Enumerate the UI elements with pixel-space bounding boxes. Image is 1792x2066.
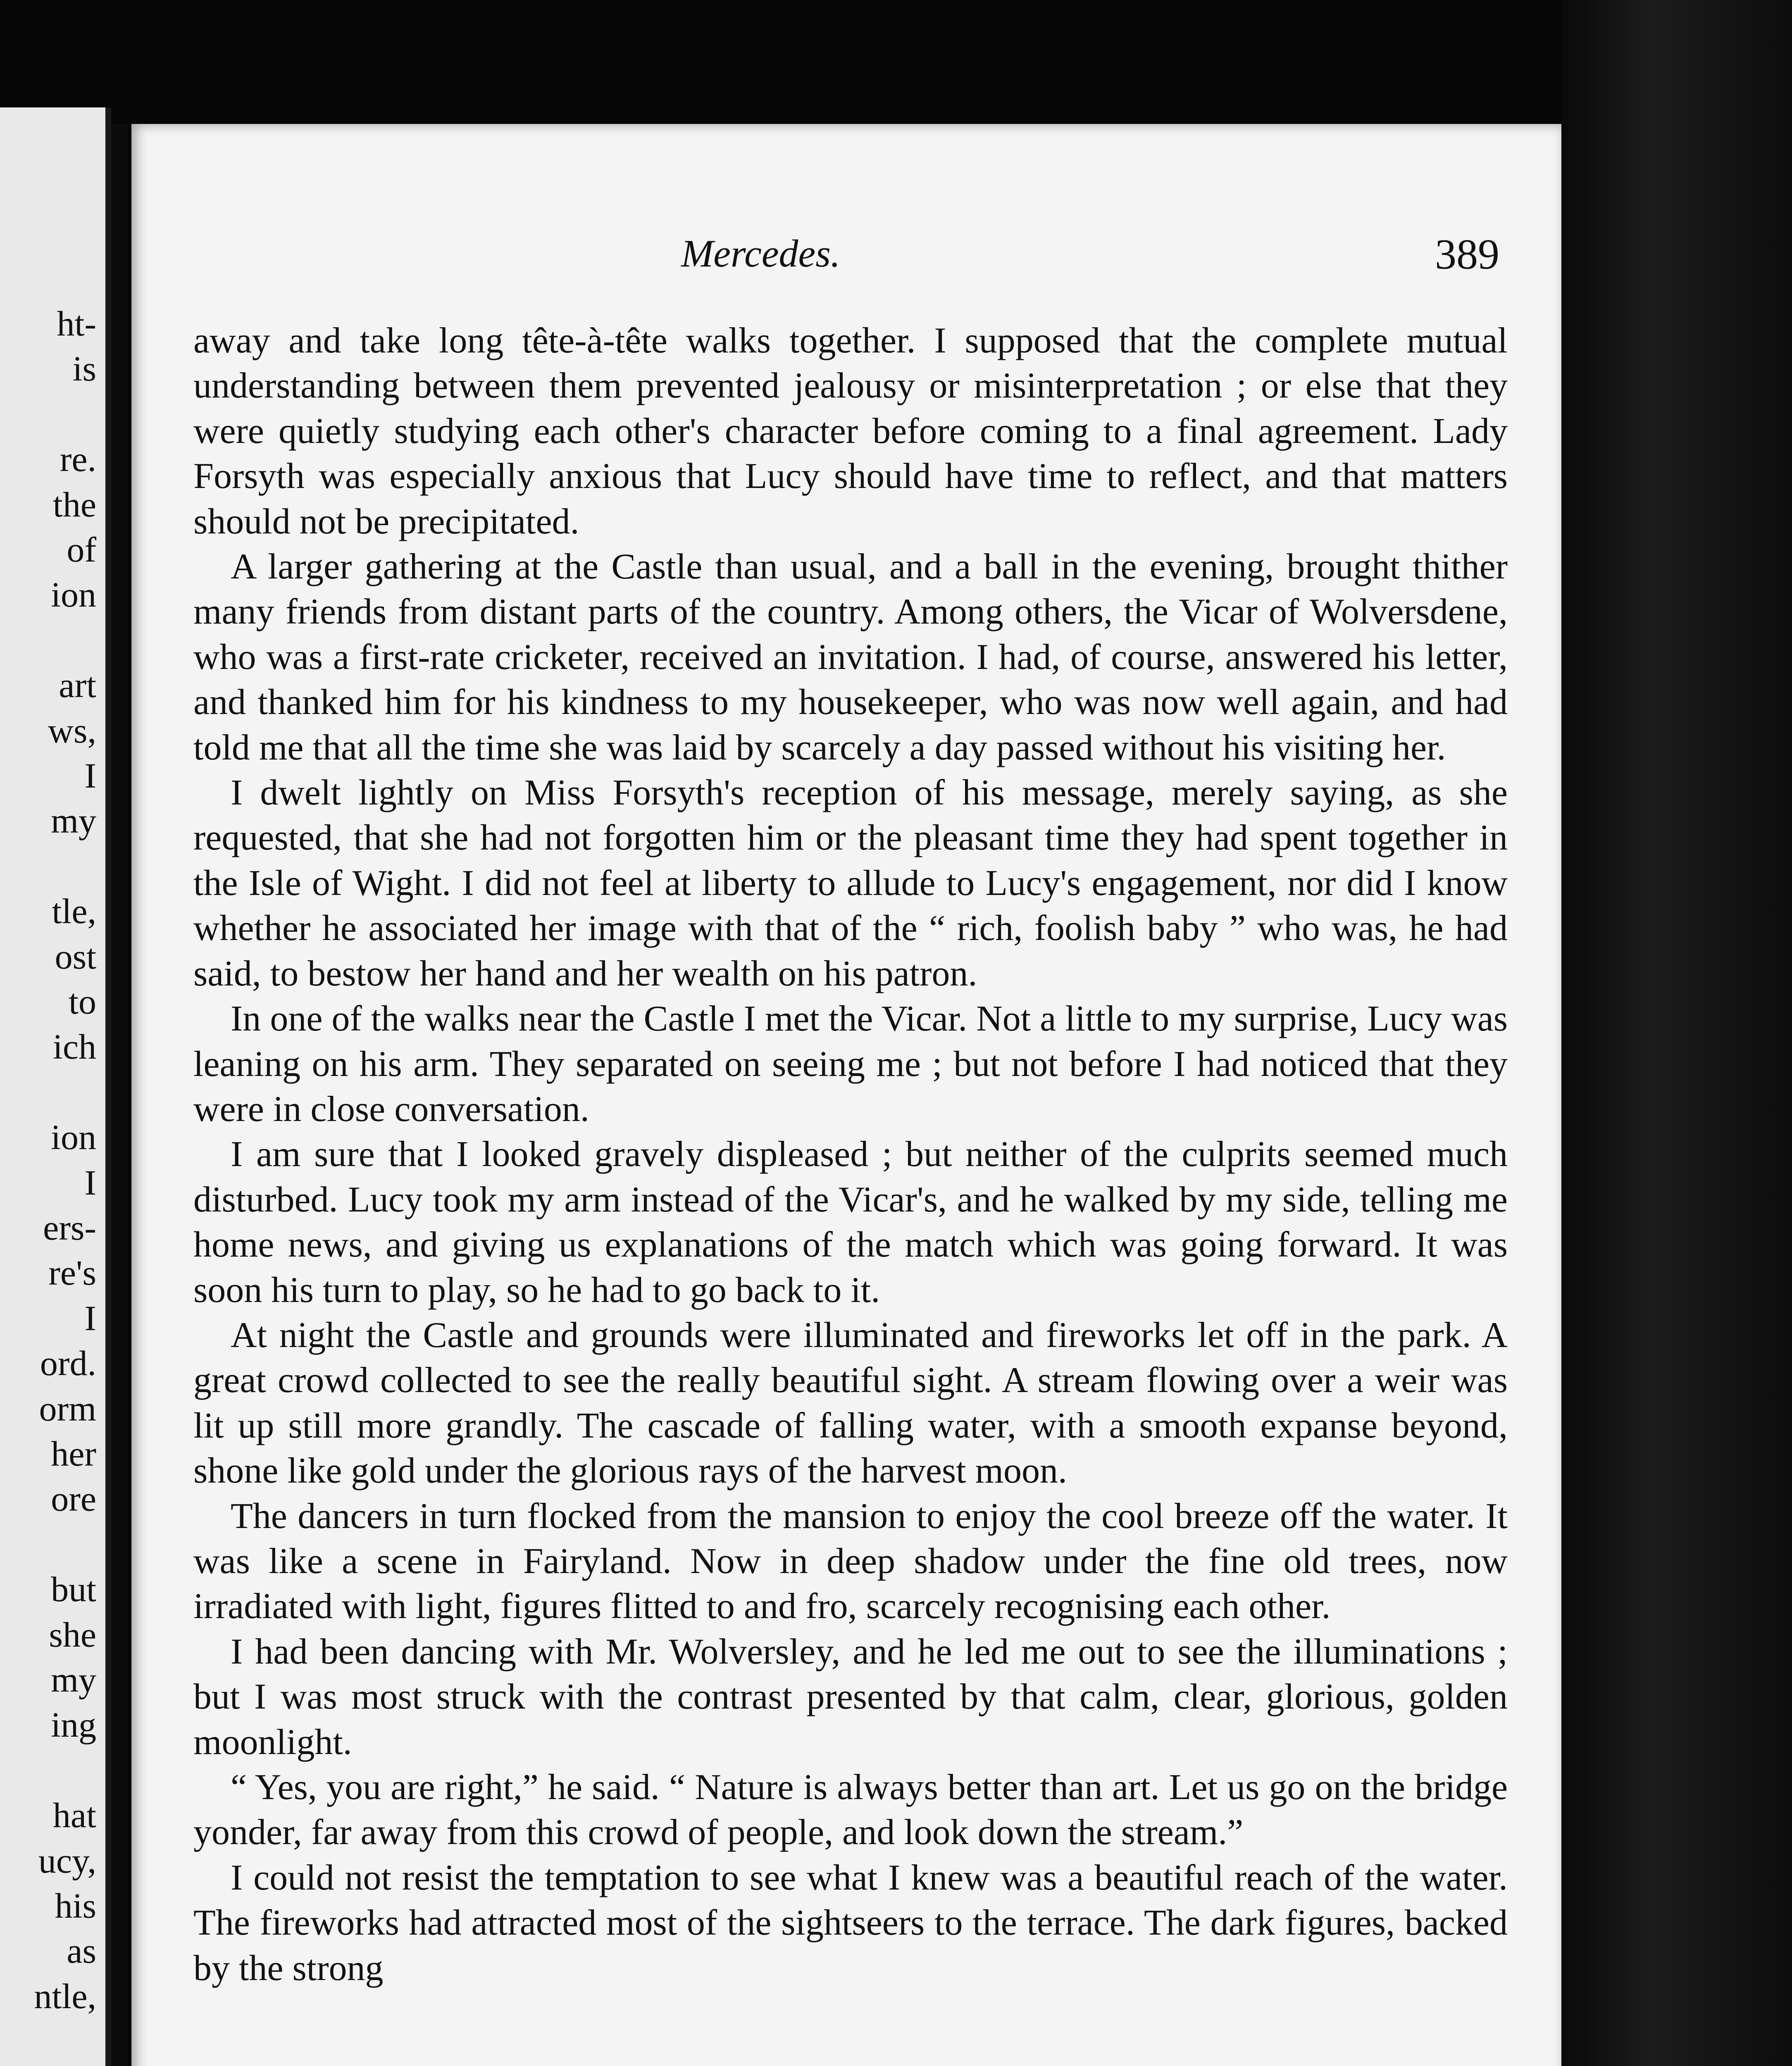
previous-page-fragment: ntle, — [34, 1976, 96, 2016]
previous-page-fragment: she — [49, 1614, 96, 1654]
paragraph: At night the Castle and grounds were illuminated and fireworks let off in the park. A great crowd collected to see the really beautiful sight. A stream flowing over a weir was lit up still more grandly. The cascade of falling water, with a smooth expanse beyond, shone like gold under the glorious rays of the harvest moon. — [193, 1315, 1508, 1491]
previous-page-fragment: ost — [55, 936, 96, 976]
previous-page-fragment: re's — [48, 1253, 96, 1293]
previous-page-fragment: ion — [51, 1117, 96, 1157]
body-text — [193, 318, 1508, 1991]
previous-page-fragment: ore — [51, 1479, 96, 1519]
previous-page-fragment: her — [51, 1434, 96, 1473]
previous-page-edge — [0, 107, 111, 2066]
previous-page-fragment: my — [51, 801, 96, 841]
scan-background-right — [1561, 0, 1792, 2066]
paragraph: I am sure that I looked gravely displeased ; but neither of the culprits seemed much disturbed. Lucy took my arm instead of the Vicar's, and he walked by my side, telling me home news, and giving us explanations of the match which was going forward. It was soon his turn to play, so he had to go back to it. — [193, 1134, 1508, 1310]
previous-page-fragment: ers- — [43, 1208, 96, 1247]
previous-page-fragment: re. — [60, 439, 96, 479]
paragraph: I had been dancing with Mr. Wolversley, and he led me out to see the illuminations ; but I was most struck with the contrast presented by that calm, clear, glorious, golden moonlight. — [193, 1631, 1508, 1762]
paragraph: “ Yes, you are right,” he said. “ Nature is always better than art. Let us go on the bridge yonder, far away from this crowd of people, and look down the stream.” — [193, 1767, 1508, 1853]
scan-background-top — [0, 0, 1561, 124]
running-head — [131, 231, 1561, 285]
previous-page-fragment: I — [84, 1162, 96, 1202]
previous-page-fragment: to — [69, 982, 96, 1021]
page-number: 389 — [1435, 231, 1499, 278]
running-title: Mercedes. — [681, 232, 841, 275]
paragraph: In one of the walks near the Castle I met the Vicar. Not a little to my surprise, Lucy was leaning on his arm. They separated on seeing me ; but not before I had noticed that they were in close conversation. — [193, 999, 1508, 1129]
previous-page-fragment: of — [67, 530, 96, 569]
previous-page-fragment: ich — [52, 1027, 96, 1067]
previous-page-fragment: is — [72, 349, 96, 389]
previous-page-fragment: orm — [39, 1388, 96, 1428]
paragraph: I could not resist the temptation to see what I knew was a beautiful reach of the water. The fireworks had attracted most of the sightseers to the terrace. The dark figures, backed by the strong — [193, 1857, 1508, 1988]
previous-page-fragment: tle, — [52, 891, 96, 931]
previous-page-fragment: ord. — [40, 1343, 96, 1383]
previous-page-fragment: but — [51, 1569, 96, 1609]
previous-page-fragment: ion — [51, 575, 96, 615]
previous-page-fragment: my — [51, 1660, 96, 1699]
previous-page-fragment: hat — [52, 1795, 96, 1835]
paragraph: The dancers in turn flocked from the mansion to enjoy the cool breeze off the water. It was like a scene in Fairyland. Now in deep shadow under the fine old trees, now irradiated with light, figures flitted to and fro, scarcely recognising each other. — [193, 1496, 1508, 1627]
book-page — [131, 124, 1561, 2066]
paragraph: away and take long tête-à-tête walks together. I supposed that the complete mutual understanding between them prevented jealousy or misinterpretation ; or else that they were quietly studying each other's character before coming to a final agreement. Lady Forsyth was especially anxious that Lucy should have time to reflect, and that matters should not be precipitated. — [193, 321, 1508, 542]
paragraph: A larger gathering at the Castle than usual, and a ball in the evening, brought thither many friends from distant parts of the country. Among others, the Vicar of Wolversdene, who was a first-rate cricketer, received an invitation. I had, of course, answered his letter, and thanked him for his kindness to my housekeeper, who was now well again, and had told me that all the time she was laid by scarcely a day passed without his visiting her. — [193, 547, 1508, 768]
previous-page-fragment: art — [59, 665, 96, 705]
previous-page-fragment: I — [84, 756, 96, 795]
book-gutter — [111, 124, 128, 2066]
previous-page-fragment: ucy, — [38, 1840, 96, 1880]
previous-page-fragment: his — [55, 1886, 96, 1926]
previous-page-fragment: ing — [51, 1705, 96, 1745]
previous-page-fragment: the — [52, 484, 96, 524]
previous-page-fragment: as — [67, 1931, 96, 1971]
previous-page-fragment: I — [84, 1298, 96, 1338]
paragraph: I dwelt lightly on Miss Forsyth's reception of his message, merely saying, as she requested, that she had not forgotten him or the pleasant time they had spent together in the Isle of Wight. I did not feel at liberty to allude to Lucy's engagement, nor did I know whether he associated her image with that of the “ rich, foolish baby ” who was, he had said, to bestow her hand and her wealth on his patron. — [193, 773, 1508, 994]
previous-page-fragment: ws, — [48, 710, 96, 750]
previous-page-fragment: ht- — [57, 304, 96, 343]
